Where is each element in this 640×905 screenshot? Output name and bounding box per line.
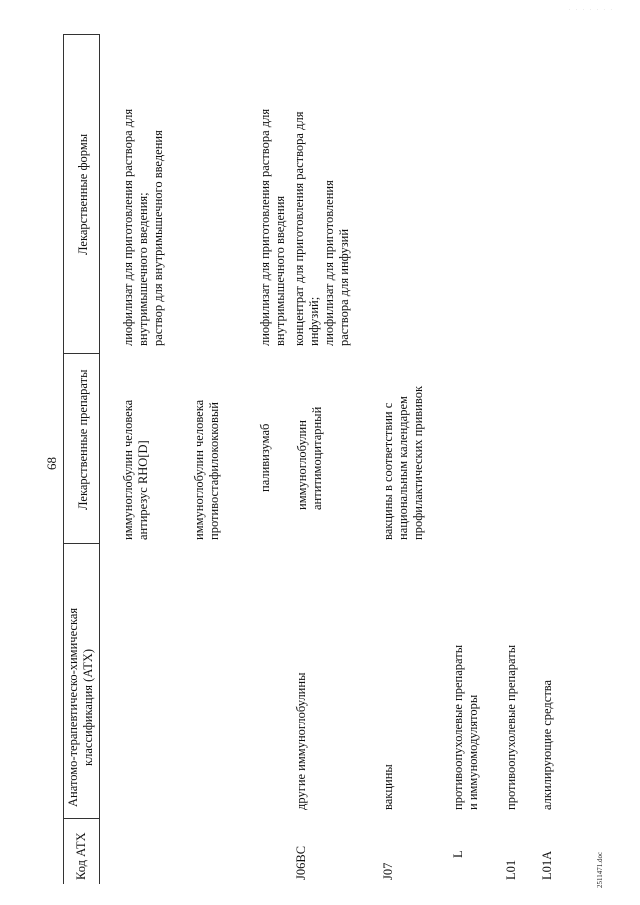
class-line: противоопухолевые препараты [451,644,465,810]
form-line: внутримышечного введения [273,195,287,346]
drug-line: иммуноглобулин человека [121,399,135,540]
header-bottom-rule [99,34,100,884]
drug-line: профилактических прививок [411,385,425,540]
drug-line: иммуноглобулин человека [192,399,206,540]
form-line: раствор для внутримышечного введения [151,130,165,346]
page-number: 68 [44,457,59,470]
drug-line: противостафилококковый [207,402,221,540]
form-line: лиофилизат для приготовления раствора для [258,108,272,346]
footer-file-code: 2511471.doc [596,851,604,888]
row-atc-code: L01A [540,850,554,880]
drug-line: иммуноглобулин [295,420,309,510]
header-code: Код АТХ [74,832,88,880]
row-atc-class: вакцины [381,764,395,810]
row-drug-name [121,400,151,540]
row-drug-name [381,386,426,540]
drug-line: вакцины в соответствии с [381,402,395,540]
form-line: лиофилизат для приготовления раствора для [121,108,135,346]
header-classification-line1: Анатомо-терапевтическо-химическая [66,607,80,807]
row-atc-code: L01 [504,859,518,880]
row-atc-code: J07 [381,862,395,880]
row-atc-class: алкилирующие средства [540,679,554,810]
header-classification [66,608,96,807]
header-classification-line2: классификация (АТХ) [81,648,95,766]
form-line: концентрат для приготовления раствора для [292,111,306,346]
row-atc-class [451,645,481,810]
row-drug-name: паливизумаб [258,423,272,492]
header-divider-3 [63,818,99,819]
row-drug-name [295,407,325,510]
drug-line: антирезус RHO[D] [136,440,150,540]
form-line: лиофилизат для приготовления [322,180,336,346]
header-divider-2 [63,543,99,544]
table-left-rule [63,34,64,884]
corner-mark: · · · · · · · [568,8,614,13]
form-line: внутримышечного введения; [136,192,150,346]
row-atc-class: другие иммуноглобулины [294,672,308,810]
row-atc-class: противоопухолевые препараты [504,644,518,810]
row-dosage-forms [121,109,166,346]
header-drugs: Лекарственные препараты [76,369,90,510]
row-dosage-forms [258,109,288,346]
row-atc-code: L [451,850,465,858]
header-divider-1 [63,353,99,354]
table-top-rule [63,34,99,35]
class-line: и иммуномодуляторы [466,694,480,810]
row-drug-name [192,400,222,540]
header-forms: Лекарственные формы [76,133,90,255]
form-line: раствора для инфузий [337,228,351,346]
drug-line: антитимоцитарный [310,406,324,510]
form-line: инфузий; [307,296,321,346]
row-atc-code: J06BC [294,845,308,880]
drug-line: национальным календарем [396,396,410,540]
row-dosage-forms [292,112,352,346]
